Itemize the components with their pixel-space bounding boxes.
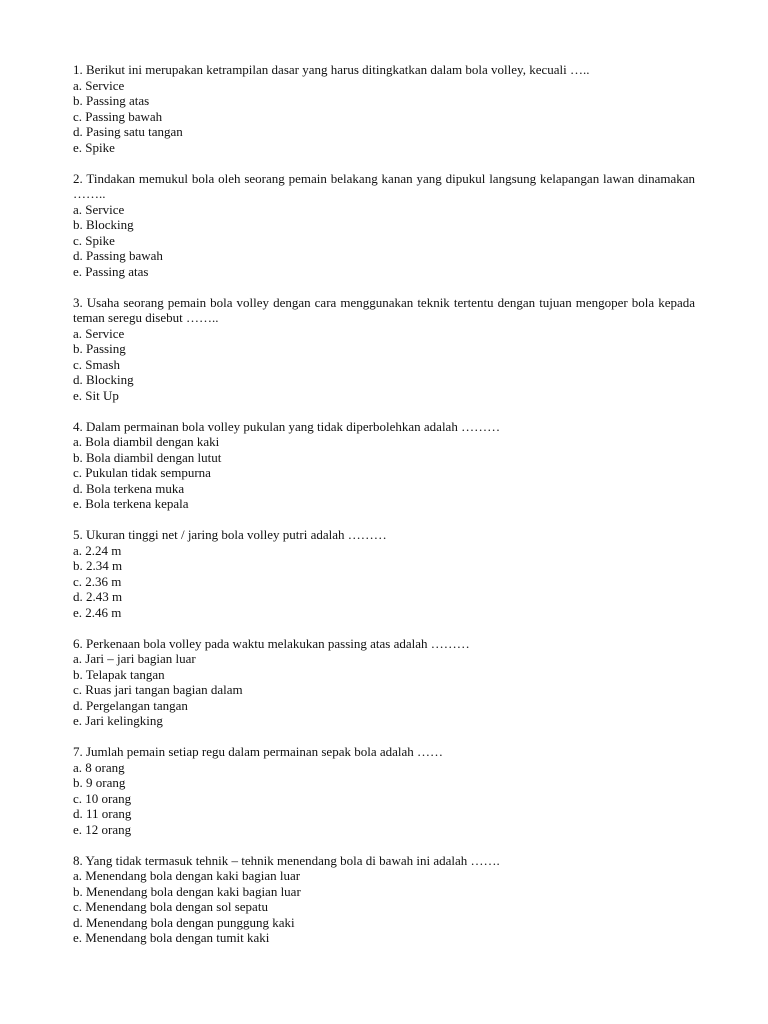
option-b: b. Menendang bola dengan kaki bagian luar: [73, 883, 301, 899]
question-text: 4. Dalam permainan bola volley pukulan yang tidak diperbolehkan adalah ………: [73, 418, 501, 434]
option-list: [73, 651, 695, 729]
question-text: 8. Yang tidak termasuk tehnik – tehnik menendang bola di bawah ini adalah …….: [73, 852, 500, 868]
option-b: b. Bola diambil dengan lutut: [73, 449, 222, 465]
option-c: c. 2.36 m: [73, 573, 122, 589]
question-1: [73, 62, 695, 155]
option-a: a. Service: [73, 325, 125, 341]
question-text: 1. Berikut ini merupakan ketrampilan dasar yang harus ditingkatkan dalam bola volley, kecuali …..: [73, 62, 590, 77]
document-page: [73, 62, 695, 961]
option-list: [73, 434, 695, 512]
option-a: a. Service: [73, 77, 125, 93]
option-e: e. Menendang bola dengan tumit kaki: [73, 930, 270, 945]
option-c: c. 10 orang: [73, 790, 132, 806]
question-text: 2. Tindakan memukul bola oleh seorang pemain belakang kanan yang dipukul langsung kelapangan lawan dinamakan ……..: [73, 170, 695, 201]
option-b: b. 9 orang: [73, 775, 126, 790]
option-c: c. Menendang bola dengan sol sepatu: [73, 899, 268, 914]
option-c: c. Ruas jari tangan bagian dalam: [73, 682, 243, 697]
option-b: b. Passing: [73, 341, 126, 356]
option-list: [73, 326, 695, 404]
option-b: b. 2.34 m: [73, 558, 123, 573]
option-b: b. Telapak tangan: [73, 666, 165, 682]
option-list: [73, 868, 695, 946]
question-2: [73, 171, 695, 280]
option-list: [73, 202, 695, 280]
option-e: e. 2.46 m: [73, 604, 122, 620]
option-c: c. Spike: [73, 232, 115, 248]
option-e: e. Sit Up: [73, 387, 119, 403]
option-c: c. Pukulan tidak sempurna: [73, 465, 211, 480]
option-b: b. Passing atas: [73, 93, 150, 108]
question-3: [73, 295, 695, 404]
option-c: c. Smash: [73, 356, 120, 372]
question-6: [73, 636, 695, 729]
question-text: 6. Perkenaan bola volley pada waktu melakukan passing atas adalah ………: [73, 635, 470, 651]
question-5: [73, 527, 695, 620]
question-7: [73, 744, 695, 837]
option-a: a. 2.24 m: [73, 542, 122, 558]
option-list: [73, 760, 695, 838]
option-d: d. Pergelangan tangan: [73, 697, 188, 713]
option-a: a. Bola diambil dengan kaki: [73, 434, 220, 449]
option-d: d. Menendang bola dengan punggung kaki: [73, 914, 295, 930]
option-a: a. Menendang bola dengan kaki bagian luar: [73, 868, 301, 883]
question-text: 3. Usaha seorang pemain bola volley dengan cara menggunakan teknik tertentu dengan tujuan mengoper bola kepada teman seregu disebut ……..: [73, 294, 695, 325]
option-list: [73, 78, 695, 156]
option-d: d. Blocking: [73, 372, 134, 387]
option-b: b. Blocking: [73, 217, 134, 232]
question-text: 7. Jumlah pemain setiap regu dalam permainan sepak bola adalah ……: [73, 744, 444, 759]
option-e: e. 12 orang: [73, 821, 132, 837]
option-a: a. 8 orang: [73, 759, 125, 775]
option-e: e. Jari kelingking: [73, 713, 163, 728]
option-e: e. Bola terkena kepala: [73, 496, 189, 511]
option-e: e. Spike: [73, 139, 115, 155]
option-d: d. Bola terkena muka: [73, 480, 185, 496]
question-text: 5. Ukuran tinggi net / jaring bola volley putri adalah ………: [73, 527, 387, 542]
option-c: c. Passing bawah: [73, 108, 163, 124]
question-8: [73, 853, 695, 946]
option-a: a. Service: [73, 201, 125, 217]
question-4: [73, 419, 695, 512]
option-d: d. Pasing satu tangan: [73, 124, 183, 139]
option-a: a. Jari – jari bagian luar: [73, 651, 196, 666]
option-list: [73, 543, 695, 621]
option-d: d. Passing bawah: [73, 248, 163, 263]
option-d: d. 2.43 m: [73, 589, 123, 604]
option-e: e. Passing atas: [73, 263, 149, 279]
option-d: d. 11 orang: [73, 806, 132, 821]
